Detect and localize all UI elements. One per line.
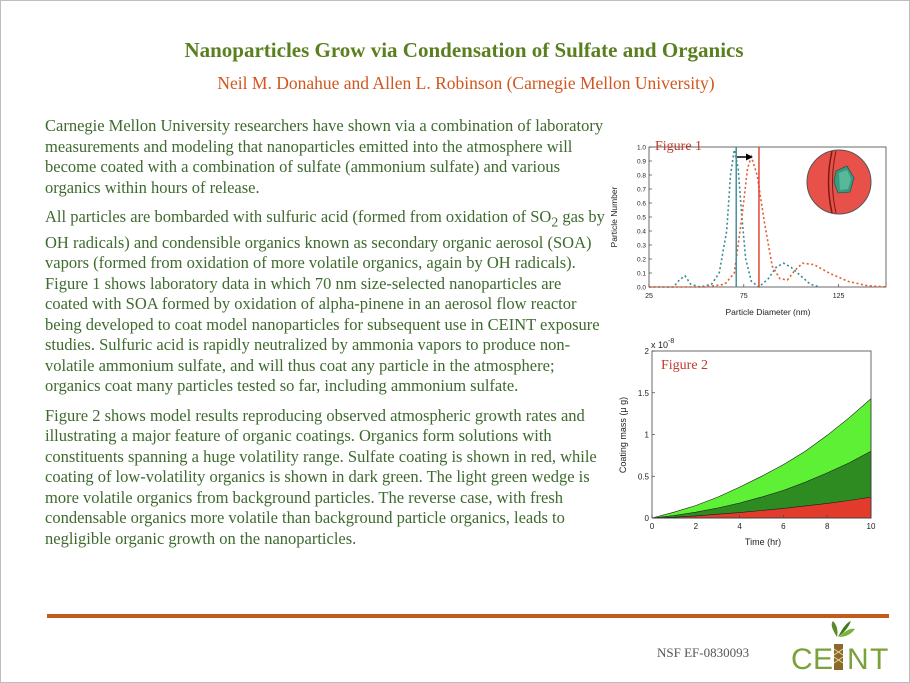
figure-2-x-tick-label: 6 — [781, 522, 786, 531]
figure-2-marks — [652, 399, 871, 518]
svg-text:C: C — [791, 643, 813, 675]
grant-number: NSF EF-0830093 — [657, 645, 750, 660]
body-text — [45, 116, 607, 558]
figure-2-x-tick-label: 10 — [866, 522, 876, 531]
figure-1-x-tick-label: 75 — [739, 293, 748, 300]
figure-1-y-tick-label: 0.5 — [636, 214, 646, 222]
figure-1-chart — [603, 135, 903, 325]
paragraph-3: Figure 2 shows model results reproducing observed atmospheric growth rates and illustrating a major feature of organic coatings. Organics form solutions with constituents spanning a huge volatility range. Sulfate coating is shown in red, while coating of low-volatility organics is shown in dark green. The light green wedge is more volatile organics from background particles. The reverse case, with fresh condensable organics more volatile than background particle organics, leads to negligible organic growth on the nanoparticles. — [45, 405, 597, 548]
figure-2-y-tick-label: 1 — [644, 430, 649, 440]
figure-1-y-tick-label: 0.0 — [636, 284, 646, 292]
svg-text:N: N — [847, 643, 869, 675]
authors-line: Neil M. Donahue and Allen L. Robinson (Carnegie Mellon University) — [217, 73, 715, 93]
leaf-icon — [832, 621, 855, 637]
figure-1-y-tick-label: 0.6 — [636, 200, 646, 208]
figure-1-y-tick-label: 0.4 — [636, 228, 646, 236]
paragraph-2-rest: gas by OH radicals) and condensible organics known as secondary organic aerosol (SOA) vapors (formed from oxidation of more volatile organics, again by OH radicals). Figure 1 shows laboratory data in which 70 nm size-selected nanoparticles are coated with SOA formed by oxidation of alpha-pinene in an aerosol flow reactor being developed to coat model nanoparticles for subsequent use in CEINT exposure studies. Sulfuric acid is rapidly neutralized by ammonia vapors to produce non-volatile ammonium sulfate, and will thus coat any particle in the atmosphere; organics coat many particles tested so far, including ammonium sulfate. — [45, 207, 605, 396]
figure-2-x-tick-label: 0 — [649, 522, 655, 531]
figure-1-y-tick-label: 0.8 — [636, 172, 646, 180]
svg-text:T: T — [870, 643, 889, 675]
figure-1-y-tick-label: 1.0 — [636, 144, 646, 152]
ceint-logo — [789, 619, 893, 675]
figure-2-x-axis-label: Time (hr) — [744, 537, 782, 547]
figure-2-y-tick-label: 1.5 — [637, 388, 649, 398]
figure-1-y-tick-label: 0.2 — [636, 256, 646, 264]
figure-2-x-tick-label: 2 — [693, 522, 699, 531]
shift-arrow-icon — [737, 154, 753, 161]
ceint-logo-letters — [791, 643, 888, 675]
figure-1-label: Figure 1 — [655, 139, 703, 154]
figure-1-x-tick-label: 125 — [832, 293, 845, 300]
paragraph-1: Carnegie Mellon University researchers have shown via a combination of laboratory measurements and modeling that nanoparticles emitted into the atmosphere will become coated with a combination of sulfate (ammonium sulfate) and various organics within hours of release. — [45, 116, 604, 197]
figure-1-series-line-1 — [649, 150, 820, 287]
figure-1-y-axis-label: Particle Number — [609, 186, 619, 248]
figure-2-x-tick-label: 8 — [824, 522, 830, 531]
figure-2-y-exponent: x $10^{-8}$ — [651, 338, 675, 350]
coated-particle-icon — [807, 150, 871, 214]
figure-2-y-axis-label: Coating mass (μ g) — [618, 396, 628, 474]
paragraph-2 — [45, 207, 607, 397]
figure-1-x-tick-label: 25 — [645, 293, 653, 300]
figure-2-chart — [613, 335, 883, 551]
page-title: Nanoparticles Grow via Condensation of Sulfate and Organics — [184, 38, 744, 62]
figure-2-x-tick-label: 4 — [737, 522, 742, 531]
figure-1-y-tick-label: 0.7 — [636, 186, 646, 194]
figure-2-y-tick-label: 0 — [644, 514, 649, 523]
so2-subscript: 2 — [551, 214, 559, 230]
figure-1-y-tick-label: 0.9 — [636, 158, 646, 166]
figure-1-y-tick-label: 0.1 — [636, 270, 646, 278]
figure-2-label: Figure 2 — [661, 358, 709, 373]
figure-1-y-tick-label: 0.3 — [636, 242, 646, 250]
figure-2-y-tick-label: 2 — [644, 347, 649, 356]
svg-text:E: E — [813, 643, 834, 675]
figure-2-y-tick-label: 0.5 — [637, 472, 649, 482]
footer-divider — [47, 614, 889, 618]
paragraph-2-start: All particles are bombarded with sulfuric acid (formed from oxidation of SO — [45, 207, 552, 226]
figure-1-x-axis-label: Particle Diameter (nm) — [725, 307, 811, 317]
